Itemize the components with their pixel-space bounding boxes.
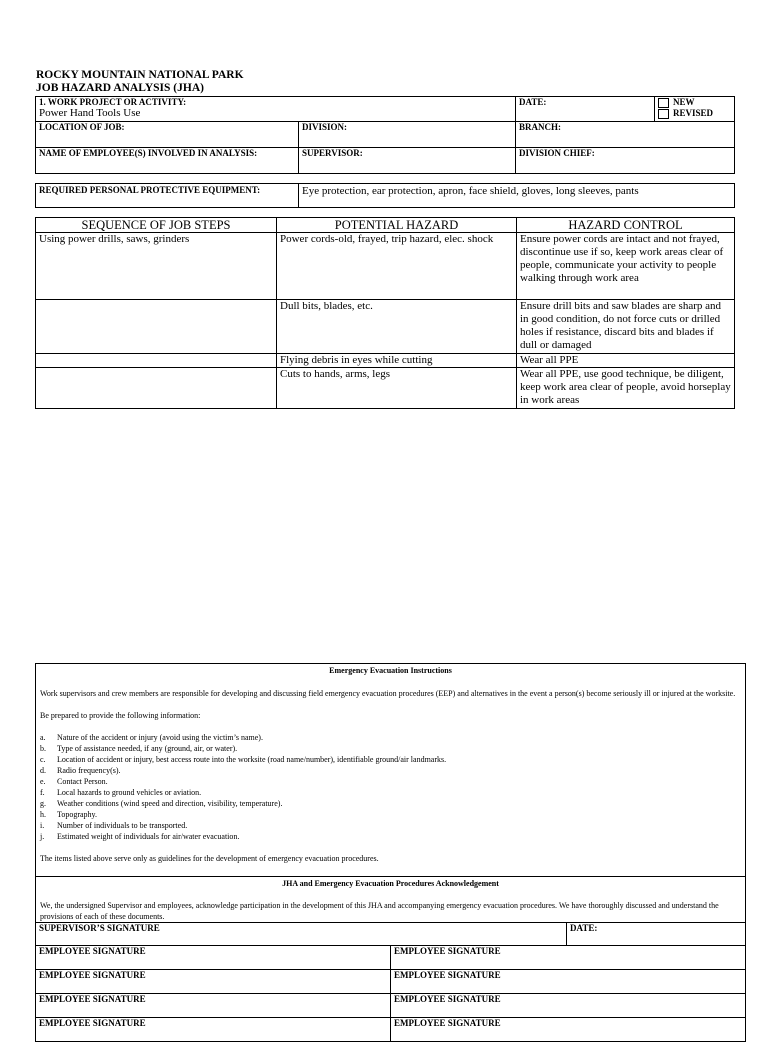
list-item: c. Location of accident or injury, best access route into the worksite (road name/number), identifiable ground/air landmarks. xyxy=(40,755,447,764)
division-chief-label: DIVISION CHIEF: xyxy=(519,148,595,158)
job-step-cell[interactable] xyxy=(36,354,277,368)
supervisor-signature-label: SUPERVISOR’S SIGNATURE xyxy=(39,923,160,933)
new-label: NEW xyxy=(673,97,695,107)
employees-cell[interactable] xyxy=(36,148,299,174)
job-step-cell[interactable]: Using power drills, saws, grinders xyxy=(36,233,277,300)
branch-cell[interactable] xyxy=(516,122,735,148)
employee-signature-label: EMPLOYEE SIGNATURE xyxy=(39,970,146,980)
location-label: LOCATION OF JOB: xyxy=(39,122,125,132)
revised-checkbox[interactable] xyxy=(658,109,669,119)
division-label: DIVISION: xyxy=(302,122,348,132)
eep-footer: The items listed above serve only as guidelines for the development of emergency evacuation procedures. xyxy=(40,854,379,863)
header-job-steps: SEQUENCE OF JOB STEPS xyxy=(36,218,277,233)
work-project-cell[interactable] xyxy=(36,97,516,122)
control-cell[interactable]: Ensure drill bits and saw blades are sharp and in good condition, do not force cuts or drilled holes if resistance, discard bits and blades if dull or damaged xyxy=(517,300,735,354)
ppe-value-cell[interactable] xyxy=(299,184,735,208)
hazard-analysis-table xyxy=(35,217,735,409)
form-title: JOB HAZARD ANALYSIS (JHA) xyxy=(36,82,204,94)
job-step-cell[interactable] xyxy=(36,300,277,354)
list-item: j. Estimated weight of individuals for air/water evacuation. xyxy=(40,832,240,841)
list-item: i. Number of individuals to be transported. xyxy=(40,821,188,830)
division-cell[interactable] xyxy=(299,122,516,148)
ack-section xyxy=(36,877,746,923)
employee-signature-label: EMPLOYEE SIGNATURE xyxy=(394,970,501,980)
employee-signature-label: EMPLOYEE SIGNATURE xyxy=(394,946,501,956)
park-name: ROCKY MOUNTAIN NATIONAL PARK xyxy=(36,69,244,81)
hazard-cell[interactable]: Power cords-old, frayed, trip hazard, elec. shock xyxy=(277,233,517,300)
table-row xyxy=(36,354,735,368)
employee-signature-field[interactable] xyxy=(36,1018,391,1042)
status-options xyxy=(655,97,735,122)
hazard-cell[interactable]: Dull bits, blades, etc. xyxy=(277,300,517,354)
employee-signature-field[interactable] xyxy=(391,1018,746,1042)
ack-title: JHA and Emergency Evacuation Procedures Acknowledgement xyxy=(282,879,499,888)
header-potential-hazard: POTENTIAL HAZARD xyxy=(277,218,517,233)
eep-table xyxy=(35,663,746,1042)
branch-label: BRANCH: xyxy=(519,122,561,132)
employee-signature-field[interactable] xyxy=(391,970,746,994)
employees-label: NAME OF EMPLOYEE(S) INVOLVED IN ANALYSIS: xyxy=(39,148,258,158)
ppe-value: Eye protection, ear protection, apron, face shield, gloves, long sleeves, pants xyxy=(302,185,639,197)
supervisor-label: SUPERVISOR: xyxy=(302,148,363,158)
employee-signature-label: EMPLOYEE SIGNATURE xyxy=(39,1018,146,1028)
table-row xyxy=(36,233,735,300)
employee-signature-label: EMPLOYEE SIGNATURE xyxy=(394,1018,501,1028)
new-checkbox[interactable] xyxy=(658,98,669,108)
employee-signature-field[interactable] xyxy=(36,970,391,994)
employee-signature-field[interactable] xyxy=(36,946,391,970)
supervisor-cell[interactable] xyxy=(299,148,516,174)
list-item: d. Radio frequency(s). xyxy=(40,766,121,775)
control-cell[interactable]: Wear all PPE, use good technique, be diligent, keep work area clear of people, avoid horseplay in work areas xyxy=(517,368,735,409)
ack-date-label: DATE: xyxy=(570,923,598,933)
employee-signature-field[interactable] xyxy=(36,994,391,1018)
ppe-table xyxy=(35,183,735,208)
table-row xyxy=(36,368,735,409)
list-item: a. Nature of the accident or injury (avoid using the victim’s name). xyxy=(40,733,263,742)
control-cell[interactable]: Wear all PPE xyxy=(517,354,735,368)
control-cell[interactable]: Ensure power cords are intact and not frayed, discontinue use if so, keep work areas clear of people, communicate your activity to people walking through work area xyxy=(517,233,735,300)
work-project-value: Power Hand Tools Use xyxy=(39,107,141,119)
employee-signature-label: EMPLOYEE SIGNATURE xyxy=(39,946,146,956)
hazard-cell[interactable]: Flying debris in eyes while cutting xyxy=(277,354,517,368)
eep-intro: Work supervisors and crew members are responsible for developing and discussing field emergency evacuation procedures (EEP) and alternatives in the event a person(s) become seriously ill or injured at the worksite. xyxy=(40,689,736,698)
ppe-label-cell xyxy=(36,184,299,208)
date-label: DATE: xyxy=(519,97,547,107)
list-item: b. Type of assistance needed, if any (ground, air, or water). xyxy=(40,744,238,753)
eep-prepare: Be prepared to provide the following information: xyxy=(40,711,201,720)
work-project-label: 1. WORK PROJECT OR ACTIVITY: xyxy=(39,97,187,107)
location-cell[interactable] xyxy=(36,122,299,148)
list-item: e. Contact Person. xyxy=(40,777,108,786)
list-item: f. Local hazards to ground vehicles or aviation. xyxy=(40,788,202,797)
ack-text: We, the undersigned Supervisor and employees, acknowledge participation in the development of this JHA and accompanying emergency evacuation procedures. We have thoroughly discussed and understand the provisions of each of these documents. xyxy=(40,901,719,921)
ppe-label: REQUIRED PERSONAL PROTECTIVE EQUIPMENT: xyxy=(39,185,261,195)
supervisor-signature-field[interactable] xyxy=(36,923,567,946)
eep-section xyxy=(36,664,746,877)
date-cell[interactable] xyxy=(516,97,655,122)
eep-title: Emergency Evacuation Instructions xyxy=(329,666,452,675)
employee-signature-field[interactable] xyxy=(391,994,746,1018)
hazard-cell[interactable]: Cuts to hands, arms, legs xyxy=(277,368,517,409)
revised-label: REVISED xyxy=(673,108,714,118)
division-chief-cell[interactable] xyxy=(516,148,735,174)
ack-date-field[interactable] xyxy=(567,923,746,946)
list-item: g. Weather conditions (wind speed and direction, visibility, temperature). xyxy=(40,799,283,808)
job-info-table xyxy=(35,96,735,174)
eep-list xyxy=(40,732,741,842)
list-item: h. Topography. xyxy=(40,810,98,819)
employee-signature-field[interactable] xyxy=(391,946,746,970)
table-row xyxy=(36,300,735,354)
employee-signature-label: EMPLOYEE SIGNATURE xyxy=(39,994,146,1004)
employee-signature-label: EMPLOYEE SIGNATURE xyxy=(394,994,501,1004)
job-step-cell[interactable] xyxy=(36,368,277,409)
header-hazard-control: HAZARD CONTROL xyxy=(517,218,735,233)
